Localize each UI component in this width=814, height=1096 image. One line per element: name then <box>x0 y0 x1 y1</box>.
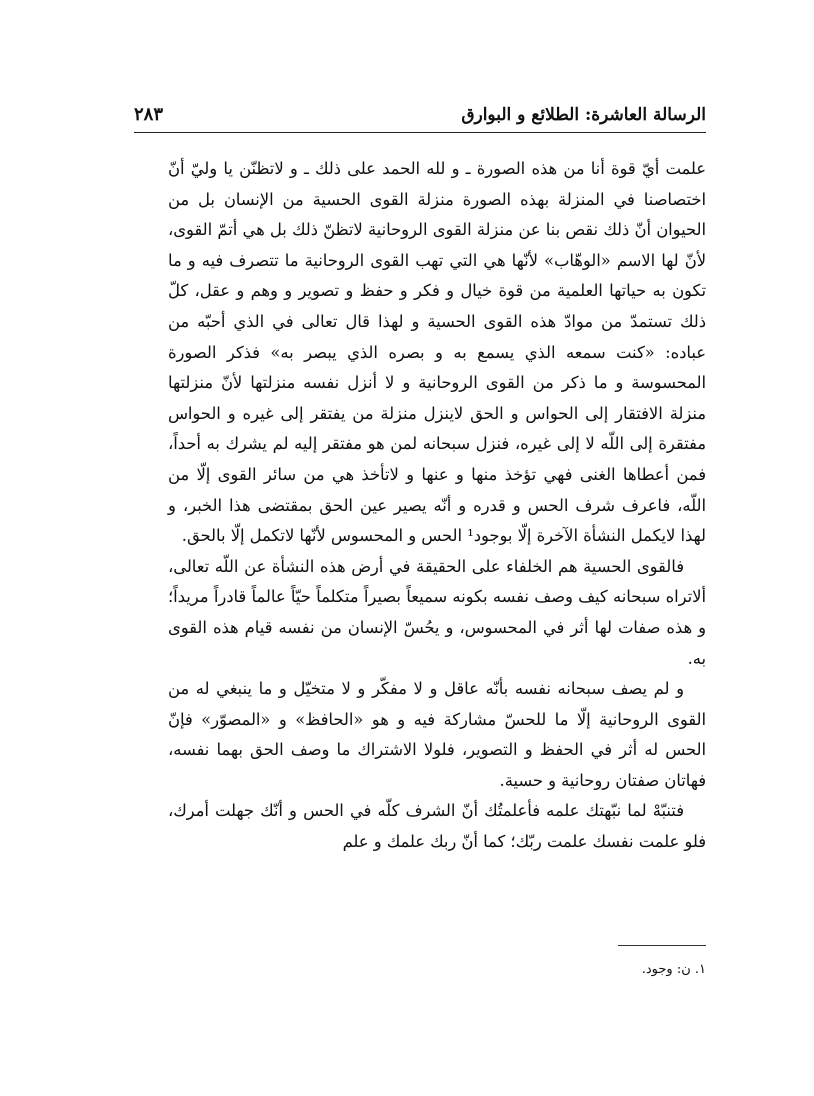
paragraph-2: فالقوى الحسية هم الخلفاء على الحقيقة في أرض هذه النشأة عن اللّه تعالى، ألاتراه سبحانه كيف وصف نفسه بكونه سميعاً بصيراً متكلماً حيّاً عالماً قادراً مريداً؛ و هذه صفات لها أثر في المحسوس، و يحُسّ الإنسان من نفسه قيام هذه القوى به. <box>168 556 706 668</box>
footnote: ١. ن: وجود. <box>641 962 706 977</box>
running-title: الرسالة العاشرة: الطلائع و البوارق <box>461 105 706 125</box>
body-text <box>168 154 706 858</box>
paragraph-3: و لم يصف سبحانه نفسه بأنّه عاقل و لا مفكّر و لا متخيّل و ما ينبغي له من القوى الروحانية إلّا ما للحسّ مشاركة فيه و هو «الحافظ» و «المصوّر» فإنّ الحس له أثر في الحفظ و التصوير، فلولا الاشتراك ما وصف الحق بهما نفسه، فهاتان صفتان روحانية و حسية. <box>168 679 706 790</box>
page-number: ٢٨٣ <box>134 104 164 125</box>
paragraph-1: علمت أيّ قوة أنا من هذه الصورة ـ و لله الحمد على ذلك ـ و لاتظنّن يا وليّ أنّ اختصاصنا في المنزلة بهذه الصورة منزلة القوى الحسية من الإنسان بل من الحيوان أنّ ذلك نقص بنا عن منزلة القوى الروحانية لاتظنّ ذلك بل هي أتمّ القوى، لأنّ لها الاسم «الوهّاب» لأنّها هي التي تهب القوى الروحانية ما تتصرف فيه و ما تكون به حياتها العلمية من قوة خيال و فكر و حفظ و تصوير و وهم و عقل، كلّ ذلك تستمدّ من موادّ هذه القوى الحسية و لهذا قال تعالى في الذي أحبّه من عباده: «كنت سمعه الذي يسمع به و بصره الذي يبصر به» فذكر الصورة المحسوسة و ما ذكر من القوى الروحانية و لا أنزل نفسه منزلتها لأنّ منزلتها منزلة الافتقار إلى الحواس و الحق لاينزل منزلة من يفتقر إلى غيره و الحواس مفتقرة إلى اللّه لا إلى غيره، فنزل سبحانه لمن هو مفتقر إليه لم يشرك به أحداً، فمن أعطاها الغنى فهي تؤخذ منها و عنها و لاتأخذ هي من سائر القوى إلّا من اللّه، فاعرف شرف الحس و قدره و أنّه يصير عين الحق بمقتضى هذا الخبر، و لهذا لايكمل النشأة الآخرة إلّا بوجود¹ الحس و المحسوس لأنّها لاتكمل إلّا بالحق. <box>168 159 706 546</box>
footnote-rule <box>618 945 706 946</box>
paragraph-4: فتنبّهْ لما نبّهتك علمه فأعلمتُك أنّ الشرف كلّه في الحس و أنّك جهلت أمرك، فلو علمت نفسك علمت ربّك؛ كما أنّ ربك علمك و علم <box>168 801 706 852</box>
header-rule <box>134 132 706 133</box>
running-header <box>134 104 706 125</box>
